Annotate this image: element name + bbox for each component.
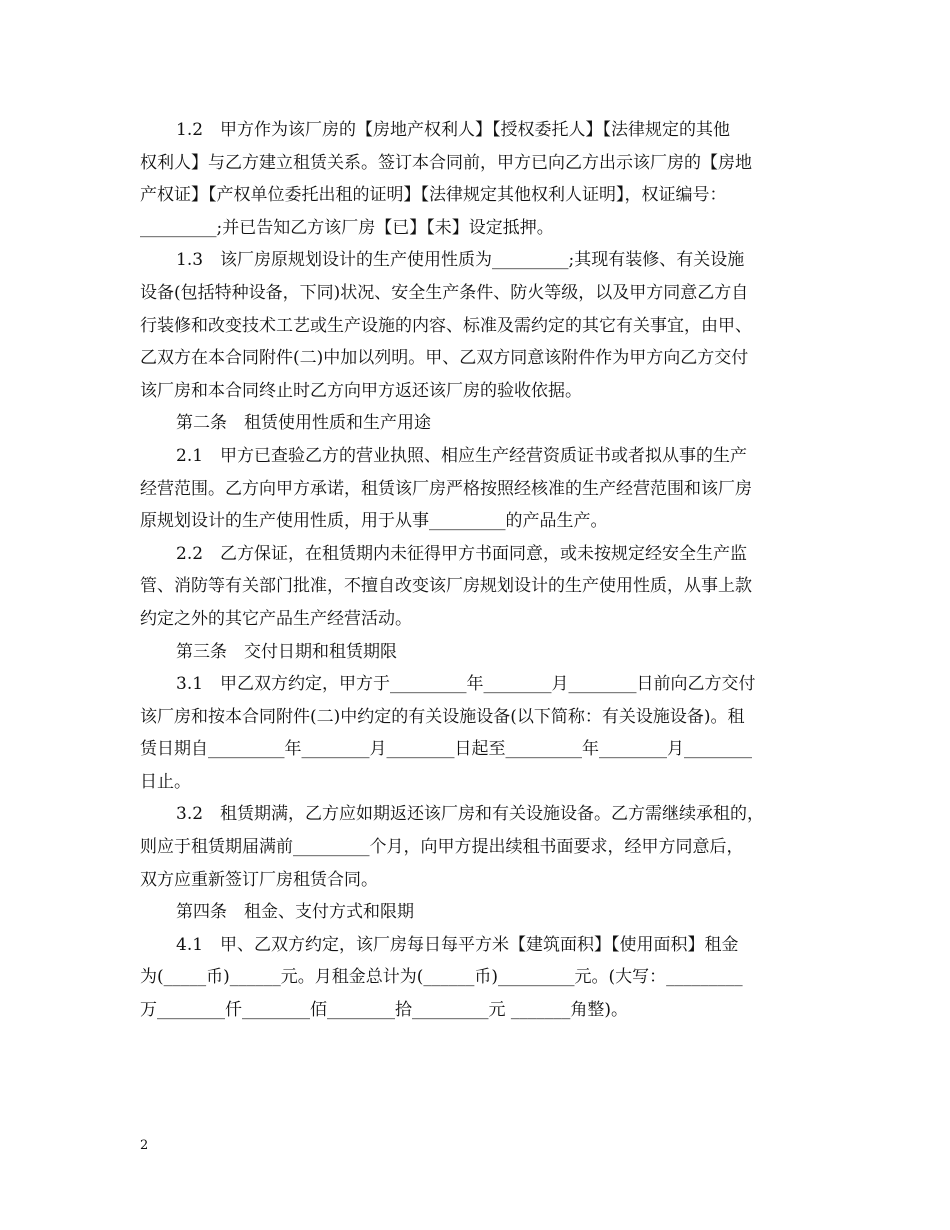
paragraph-line: 管、消防等有关部门批准，不擅自改变该厂房规划设计的生产使用性质，从事上款 <box>140 576 752 597</box>
paragraph-line: 产权证】【产权单位委托出租的证明】【法律规定其他权利人证明】，权证编号： <box>140 185 727 206</box>
paragraph-line: 2.1 甲方已查验乙方的营业执照、相应生产经营资质证书或者拟从事的生产 <box>176 445 748 466</box>
paragraph-line: 经营范围。乙方向甲方承诺，租赁该厂房严格按照经核准的生产经营范围和该厂房 <box>140 478 752 499</box>
paragraph-line: 1.3 该厂房原规划设计的生产使用性质为_________;其现有装修、有关设施 <box>176 250 745 271</box>
paragraph-line: 赁日期自_________年________月________日起至_________年________月________ <box>140 739 752 760</box>
paragraph-line: 3.2 租赁期满，乙方应如期返还该厂房和有关设施设备。乙方需继续承租的， <box>176 804 765 825</box>
paragraph-line: 4.1 甲、乙双方约定，该厂房每日每平方米【建筑面积】【使用面积】租金 <box>176 934 739 955</box>
paragraph-line: 1.2 甲方作为该厂房的【房地产权利人】【授权委托人】【法律规定的其他 <box>176 120 731 140</box>
paragraph-line: 权利人】与乙方建立租赁关系。签订本合同前，甲方已向乙方出示该厂房的【房地 <box>140 152 752 173</box>
paragraph-line: 原规划设计的生产使用性质，用于从事_________的产品生产。 <box>140 511 608 532</box>
paragraph-line: 行装修和改变技术工艺或生产设施的内容、标准及需约定的其它有关事宜，由甲、 <box>140 315 752 336</box>
paragraph-line: 第三条 交付日期和租赁期限 <box>176 641 397 662</box>
paragraph-line: _________;并已告知乙方该厂房【已】【未】设定抵押。 <box>140 217 554 238</box>
paragraph-line: 则应于租赁期届满前_________个月，向甲方提出续租书面要求，经甲方同意后， <box>140 837 744 858</box>
paragraph-line: 第二条 租赁使用性质和生产用途 <box>176 413 431 434</box>
paragraph-line: 该厂房和本合同终止时乙方向甲方返还该厂房的验收依据。 <box>140 380 582 401</box>
paragraph-line: 双方应重新签订厂房租赁合同。 <box>140 869 378 890</box>
paragraph-line: 为(_____币)______元。月租金总计为(______币)_________元。(大写：_________ <box>140 967 743 988</box>
paragraph-line: 日止。 <box>140 771 191 792</box>
page-number: 2 <box>140 1138 149 1153</box>
document-body <box>140 114 830 1027</box>
paragraph-line: 万________仟________佰________拾_________元 _______角整)。 <box>140 1000 629 1021</box>
paragraph-line: 设备(包括特种设备，下同)状况、安全生产条件、防火等级，以及甲方同意乙方自 <box>140 282 749 303</box>
paragraph-line: 约定之外的其它产品生产经营活动。 <box>140 608 412 629</box>
paragraph-line: 第四条 租金、支付方式和限期 <box>176 902 414 923</box>
paragraph-line: 乙双方在本合同附件(二)中加以列明。甲、乙双方同意该附件作为甲方向乙方交付 <box>140 348 749 369</box>
paragraph-line: 3.1 甲乙双方约定，甲方于_________年________月________日前向乙方交付 <box>176 674 756 695</box>
paragraph-line: 2.2 乙方保证，在租赁期内未征得甲方书面同意，或未按规定经安全生产监 <box>176 543 748 564</box>
paragraph-line: 该厂房和按本合同附件(二)中约定的有关设施设备(以下简称：有关设施设备)。租 <box>140 706 745 727</box>
